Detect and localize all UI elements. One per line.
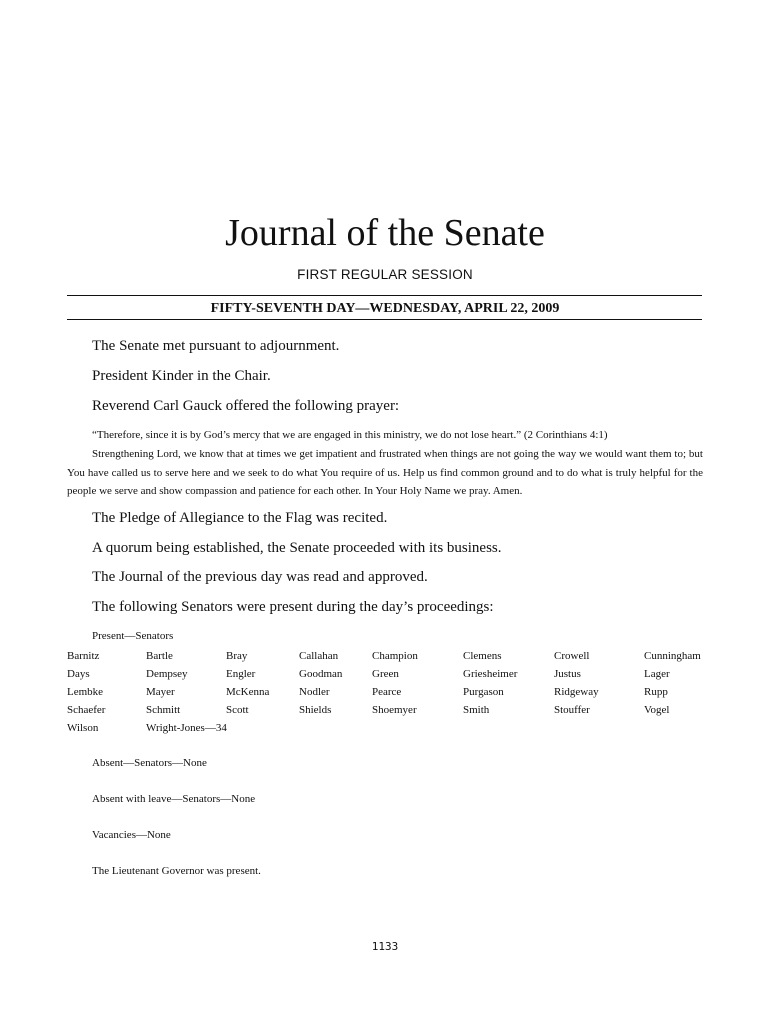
senator-name: Smith xyxy=(463,704,490,716)
senator-name: Shields xyxy=(299,704,332,716)
senator-name: McKenna xyxy=(226,686,270,698)
senator-name: Engler xyxy=(226,668,256,680)
paragraph-adjournment: The Senate met pursuant to adjournment. xyxy=(92,338,340,354)
senator-name: Vogel xyxy=(644,704,670,716)
senator-name: Pearce xyxy=(372,686,402,698)
senator-name: Rupp xyxy=(644,686,668,698)
senator-name: Shoemyer xyxy=(372,704,417,716)
paragraph-prayer-intro: Reverend Carl Gauck offered the following prayer: xyxy=(92,398,400,414)
senator-name: Clemens xyxy=(463,650,502,662)
prayer-body: Strengthening Lord, we know that at times we get impatient and frustrated when things are not going the way we would want them to; but You have called us to serve here and we seek to do what You require of us. Help us find common ground and to do what is truly helpful for the people we serve and show compassion and patience for each other. In Your Holy Name we pray. Amen. xyxy=(67,448,703,497)
senator-name: Green xyxy=(372,668,399,680)
present-heading: Present—Senators xyxy=(92,630,174,642)
prayer-quote: “Therefore, since it is by God’s mercy that we are engaged in this ministry, we do not lose heart.” (2 Corinthians 4:1) xyxy=(92,429,608,441)
senator-name: Lembke xyxy=(67,686,104,698)
senator-name: Cunningham xyxy=(644,650,701,662)
top-rule xyxy=(67,295,702,296)
senator-name: Nodler xyxy=(299,686,330,698)
senator-name: Days xyxy=(67,668,90,680)
senator-name: Wright-Jones—34 xyxy=(146,722,227,734)
senator-name: Bray xyxy=(226,650,248,662)
senator-name: Barnitz xyxy=(67,650,100,662)
paragraph-journal-approved: The Journal of the previous day was read and approved. xyxy=(92,569,428,585)
absent-with-leave-note: Absent with leave—Senators—None xyxy=(92,793,256,805)
senator-name: Schmitt xyxy=(146,704,181,716)
senator-name: Goodman xyxy=(299,668,343,680)
paragraph-quorum: A quorum being established, the Senate proceeded with its business. xyxy=(92,540,502,556)
senator-name: Wilson xyxy=(67,722,99,734)
bottom-rule xyxy=(67,319,702,320)
senator-roster xyxy=(67,647,717,737)
absent-note: Absent—Senators—None xyxy=(92,757,207,769)
page-number: 1133 xyxy=(371,940,399,953)
senator-name: Dempsey xyxy=(146,668,188,680)
vacancies-note: Vacancies—None xyxy=(92,829,171,841)
paragraph-senators-present: The following Senators were present during the day’s proceedings: xyxy=(92,599,494,615)
page-title: Journal of the Senate xyxy=(225,212,545,254)
senator-name: Champion xyxy=(372,650,418,662)
senator-name: Lager xyxy=(644,668,670,680)
paragraph-pledge: The Pledge of Allegiance to the Flag was recited. xyxy=(92,510,388,526)
senator-name: Schaefer xyxy=(67,704,106,716)
lt-governor-note: The Lieutenant Governor was present. xyxy=(92,865,261,877)
senator-name: Griesheimer xyxy=(463,668,518,680)
session-heading: FIRST REGULAR SESSION xyxy=(297,267,473,282)
senator-name: Ridgeway xyxy=(554,686,599,698)
senator-name: Callahan xyxy=(299,650,339,662)
senator-name: Mayer xyxy=(146,686,175,698)
day-heading: FIFTY-SEVENTH DAY—WEDNESDAY, APRIL 22, 2009 xyxy=(210,301,560,316)
senator-name: Stouffer xyxy=(554,704,590,716)
paragraph-chair: President Kinder in the Chair. xyxy=(92,368,271,384)
senator-name: Purgason xyxy=(463,686,504,698)
senator-name: Scott xyxy=(226,704,249,716)
senator-name: Crowell xyxy=(554,650,590,662)
senator-name: Bartle xyxy=(146,650,173,662)
senator-name: Justus xyxy=(554,668,581,680)
